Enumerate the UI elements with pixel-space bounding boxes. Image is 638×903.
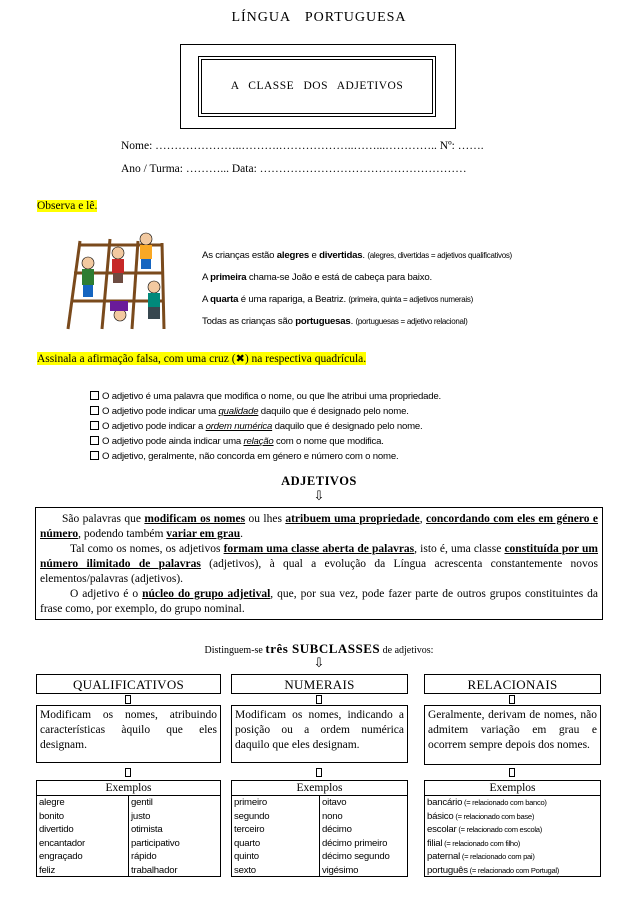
option-3-underlined: ordem numérica bbox=[205, 421, 273, 432]
p1-underlined-1: modificam os nomes bbox=[144, 513, 246, 525]
example-word: paternal bbox=[427, 851, 461, 862]
list-item: justo bbox=[131, 810, 151, 822]
sentence-4-bold: portuguesas bbox=[295, 316, 351, 327]
sentence-1-text-c: . bbox=[362, 250, 368, 261]
option-1-text: O adjetivo é uma palavra que modifica o nome, ou que lhe atribui uma propriedade. bbox=[102, 391, 441, 402]
children-climbing-frame-illustration bbox=[58, 229, 176, 331]
list-item: primeiro bbox=[234, 797, 268, 808]
list-item: quarto bbox=[234, 837, 261, 849]
connector-marker bbox=[509, 768, 515, 777]
option-2-checkbox[interactable] bbox=[90, 406, 99, 415]
list-item: divertido bbox=[39, 824, 74, 835]
sentence-3 bbox=[202, 294, 473, 305]
subclasses-intro bbox=[0, 641, 638, 657]
sentence-3-note: (primeira, quinta = adjetivos numerais) bbox=[348, 295, 473, 304]
sentence-2 bbox=[202, 272, 432, 283]
list-item: participativo bbox=[131, 837, 180, 849]
examples-heading: Exemplos bbox=[425, 781, 600, 796]
list-item: bonito bbox=[39, 810, 64, 822]
definition-paragraph-1 bbox=[40, 512, 598, 542]
option-2-text-b: daquilo que é designado pelo nome. bbox=[258, 406, 409, 417]
cross-icon: ✖ bbox=[235, 352, 245, 365]
sentence-4-note: (portuguesas = adjetivo relacional) bbox=[355, 317, 468, 326]
example-note: (= relacionado com pai) bbox=[460, 852, 535, 861]
option-3-checkbox[interactable] bbox=[90, 421, 99, 430]
list-item: vigésimo bbox=[322, 864, 359, 876]
example-note: (= relacionado com base) bbox=[453, 811, 535, 821]
column-numerais-examples bbox=[231, 780, 408, 877]
name-field-line: Nome: …………………..……….………………..……...………….. Nº: ……. bbox=[121, 140, 484, 152]
example-word: português bbox=[427, 864, 468, 876]
example-note: (= relacionado com banco) bbox=[462, 798, 547, 807]
p3-text-2: , que, por sua vez, pode fazer parte de outros grupos constituintes da frase como, por exemplo, do grupo nominal. bbox=[40, 588, 598, 615]
sentence-1 bbox=[202, 250, 512, 261]
p1-text-2: ou lhes bbox=[245, 513, 286, 525]
p1-underlined-4: variar em grau bbox=[166, 528, 241, 540]
example-word: básico bbox=[427, 810, 454, 822]
option-2-text-a: O adjetivo pode indicar uma bbox=[102, 406, 219, 417]
sentence-2-text-b: chama-se João e está de cabeça para baixo. bbox=[246, 272, 432, 283]
sentence-4-text-a: Todas as crianças são bbox=[202, 316, 296, 327]
column-qualificativos-description: Modificam os nomes, atribuindo características àquilo que eles designam. bbox=[36, 705, 221, 763]
subclasses-text-before: Distinguem-se bbox=[204, 645, 266, 656]
option-3 bbox=[90, 421, 423, 432]
list-item: sexto bbox=[234, 864, 256, 876]
subclasses-emphasis: três SUBCLASSES bbox=[265, 641, 381, 656]
definition-box bbox=[35, 507, 603, 620]
p3-underlined-1: núcleo do grupo adjetival bbox=[142, 588, 271, 600]
p1-text-4: , podendo também bbox=[78, 528, 167, 540]
option-1 bbox=[90, 391, 441, 402]
sentence-1-text-a: As crianças estão bbox=[202, 250, 277, 261]
column-relacionais-description: Geralmente, derivam de nomes, não admitem variação em grau e ocorrem sempre depois dos nomes. bbox=[424, 705, 601, 765]
sentence-3-bold: quarta bbox=[210, 294, 239, 305]
p1-text-1: São palavras que bbox=[62, 513, 145, 525]
list-item: terceiro bbox=[234, 824, 265, 835]
sentence-1-bold-a: alegres bbox=[276, 250, 309, 261]
option-4 bbox=[90, 436, 384, 447]
examples-left-list bbox=[37, 796, 128, 877]
example-note: (= relacionado com filho) bbox=[442, 838, 520, 848]
p2-text-3: (adjetivos), à qual a evolução da Língua acrescenta constantemente novos elementos/palavras (adjetivos). bbox=[40, 558, 598, 585]
sentence-1-text-b: e bbox=[309, 250, 320, 261]
column-qualificativos-examples bbox=[36, 780, 221, 877]
list-item bbox=[425, 850, 600, 864]
p1-text-3: , bbox=[419, 513, 426, 525]
option-4-text-b: com o nome que modifica. bbox=[273, 436, 384, 447]
p2-underlined-1: formam uma classe aberta de palavras bbox=[223, 543, 415, 555]
option-3-text-b: daquilo que é designado pelo nome. bbox=[272, 421, 423, 432]
p1-underlined-3: concordando com eles em género e número bbox=[40, 513, 598, 540]
down-arrow-icon: ⇩ bbox=[313, 489, 325, 504]
option-5 bbox=[90, 451, 398, 462]
sentence-3-text-a: A bbox=[202, 294, 211, 305]
option-1-checkbox[interactable] bbox=[90, 391, 99, 400]
option-4-underlined: relação bbox=[243, 436, 274, 447]
connector-marker bbox=[125, 695, 131, 704]
adjetivos-title: ADJETIVOS bbox=[281, 474, 357, 488]
list-item: quinto bbox=[234, 851, 259, 862]
list-item: alegre bbox=[39, 797, 65, 808]
sentence-4 bbox=[202, 316, 468, 327]
list-item: feliz bbox=[39, 864, 56, 876]
example-note: (= relacionado com Portugal) bbox=[467, 865, 559, 875]
list-item bbox=[425, 864, 600, 878]
definition-paragraph-2 bbox=[40, 542, 598, 587]
list-item: trabalhador bbox=[131, 864, 178, 876]
instruction-text-before: Assinala a afirmação falsa, com uma cruz ( bbox=[37, 353, 236, 365]
examples-heading: Exemplos bbox=[232, 781, 407, 796]
example-word: bancário bbox=[427, 797, 463, 808]
sentence-2-text-a: A bbox=[202, 272, 211, 283]
p1-text-5: . bbox=[240, 528, 244, 540]
option-3-text-a: O adjetivo pode indicar a bbox=[102, 421, 206, 432]
connector-marker bbox=[125, 768, 131, 777]
list-item: encantador bbox=[39, 837, 86, 849]
p2-underlined-2: constituída por um número ilimitado de palavras bbox=[40, 543, 599, 570]
example-word: escolar bbox=[427, 824, 457, 835]
examples-heading: Exemplos bbox=[37, 781, 220, 796]
examples-left-list bbox=[232, 796, 319, 877]
list-item: otimista bbox=[131, 824, 163, 835]
list-item: décimo bbox=[322, 824, 352, 835]
connector-marker bbox=[316, 768, 322, 777]
subclasses-text-after: de adjetivos: bbox=[380, 645, 434, 656]
page-header-title: LÍNGUA PORTUGUESA bbox=[231, 10, 407, 25]
column-qualificativos-title: QUALIFICATIVOS bbox=[36, 674, 221, 694]
column-numerais-title: NUMERAIS bbox=[231, 674, 408, 694]
example-word: filial bbox=[427, 837, 443, 849]
option-5-text: O adjetivo, geralmente, não concorda em género e número com o nome. bbox=[102, 451, 399, 462]
list-item bbox=[425, 796, 600, 810]
instruction-text-after: ) na respectiva quadrícula. bbox=[244, 353, 367, 365]
list-item: nono bbox=[322, 810, 343, 822]
sentence-1-note: (alegres, divertidas = adjetivos qualificativos) bbox=[367, 251, 512, 260]
observe-heading: Observa e lê. bbox=[37, 200, 98, 212]
p2-text-2: , isto é, uma classe bbox=[414, 543, 505, 555]
definition-paragraph-3 bbox=[40, 587, 598, 617]
p1-underlined-2: atribuem uma propriedade bbox=[285, 513, 420, 525]
worksheet-title: A CLASSE DOS ADJETIVOS bbox=[230, 80, 404, 92]
list-item: engraçado bbox=[39, 851, 83, 862]
list-item: décimo segundo bbox=[322, 851, 390, 862]
p2-text-1: Tal como os nomes, os adjetivos bbox=[70, 543, 224, 555]
list-item bbox=[425, 837, 600, 851]
sentence-1-bold-b: divertidas bbox=[319, 250, 363, 261]
sentence-3-text-b: é uma rapariga, a Beatriz. bbox=[238, 294, 349, 305]
option-5-checkbox[interactable] bbox=[90, 451, 99, 460]
exercise-instruction bbox=[37, 352, 366, 365]
list-item bbox=[425, 823, 600, 837]
list-item bbox=[425, 810, 600, 824]
connector-marker bbox=[509, 695, 515, 704]
examples-right-list bbox=[319, 796, 407, 877]
example-note: (= relacionado com escola) bbox=[456, 825, 542, 834]
connector-marker bbox=[316, 695, 322, 704]
list-item: segundo bbox=[234, 810, 270, 822]
option-2-underlined: qualidade bbox=[218, 406, 259, 417]
down-arrow-icon: ⇩ bbox=[313, 656, 325, 671]
sentence-2-bold: primeira bbox=[210, 272, 247, 283]
option-2 bbox=[90, 406, 409, 417]
option-4-checkbox[interactable] bbox=[90, 436, 99, 445]
list-item: décimo primeiro bbox=[322, 837, 388, 849]
list-item: gentil bbox=[131, 797, 153, 808]
column-relacionais-examples bbox=[424, 780, 601, 877]
list-item: oitavo bbox=[322, 797, 347, 808]
class-date-field-line: Ano / Turma: ………... Data: ……………………………………………… bbox=[121, 163, 467, 175]
column-relacionais-title: RELACIONAIS bbox=[424, 674, 601, 694]
list-item: rápido bbox=[131, 851, 157, 862]
p3-text-1: O adjetivo é o bbox=[70, 588, 143, 600]
option-4-text-a: O adjetivo pode ainda indicar uma bbox=[102, 436, 244, 447]
examples-right-list bbox=[128, 796, 220, 877]
sentence-4-text-b: . bbox=[350, 316, 356, 327]
column-numerais-description: Modificam os nomes, indicando a posição ou a ordem numérica daquilo que eles designam. bbox=[231, 705, 408, 763]
